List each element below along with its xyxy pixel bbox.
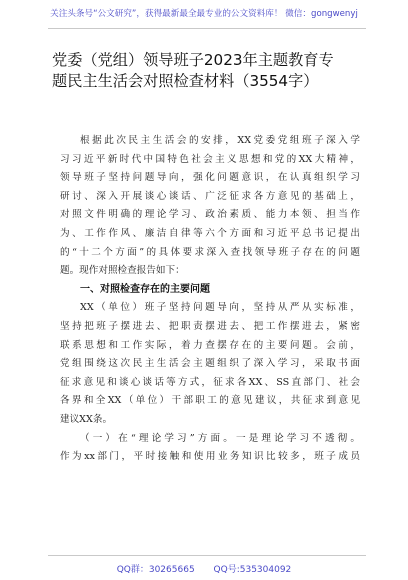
paragraph-line: 坚持把班子摆进去、把职责摆进去、把工作摆进去，紧密 xyxy=(60,320,360,332)
header-banner: 关注头条号“公文研究”，获得最新最全最专业的公文资料库！ 微信：gongwenyj xyxy=(50,9,358,19)
footer-divider xyxy=(48,555,366,556)
title-line-1: 党委（党组）领导班子2023年主题教育专 xyxy=(52,51,334,69)
paragraph-line: （一）在“理论学习”方面。一是理论学习不透彻。 xyxy=(80,432,360,444)
paragraph-line: 习习近平新时代中国特色社会主义思想和党的XX大精神， xyxy=(60,153,360,165)
paragraph-line: 为、工作作风、廉洁自律等六个方面和习近平总书记提出 xyxy=(60,227,360,239)
paragraph-line: 作为xx部门，平时接触和使用业务知识比较多，班子成员 xyxy=(60,451,360,463)
footer-qq-group: QQ群：30265665 xyxy=(116,565,195,575)
document-body xyxy=(60,132,360,467)
paragraph-line: 题。现作对照检查报告如下： xyxy=(60,265,185,277)
footer-qq: QQ号:535304092 xyxy=(213,565,292,575)
footer xyxy=(0,562,408,575)
paragraph-line: 征求意见和谈心谈话等方式，征求各XX、SS直部门、社会 xyxy=(60,376,360,388)
paragraph-line: 各界和全XX（单位）干部职工的意见建议，共征求到意见 xyxy=(60,395,360,407)
section-heading: 一、对照检查存在的主要问题 xyxy=(80,283,210,295)
document-title xyxy=(52,50,362,92)
paragraph-line: 建议XX条。 xyxy=(60,413,113,425)
header-divider xyxy=(48,28,366,29)
title-line-2: 题民主生活会对照检查材料（3554字） xyxy=(52,72,319,90)
paragraph-line: 联系思想和工作实际，着力查摆存在的主要问题。会前， xyxy=(60,339,360,351)
paragraph-line: 根据此次民主生活会的安排，XX党委党组班子深入学 xyxy=(80,135,360,146)
paragraph-line: 研讨、深入开展谈心谈话、广泛征求各方意见的基础上， xyxy=(60,190,360,202)
paragraph-line: 党组围绕这次民主生活会主题组织了深入学习，采取书面 xyxy=(60,358,360,370)
paragraph-line: XX（单位）班子坚持问题导向，坚持从严从实标准， xyxy=(80,302,360,314)
paragraph-line: 的“十二个方面”的具体要求深入查找领导班子存在的问题 xyxy=(60,246,360,258)
paragraph-line: 对照文件明确的理论学习、政治素质、能力本领、担当作 xyxy=(60,209,360,221)
paragraph-line: 领导班子坚持问题导向，强化问题意识，在认真组织学习 xyxy=(60,172,360,184)
